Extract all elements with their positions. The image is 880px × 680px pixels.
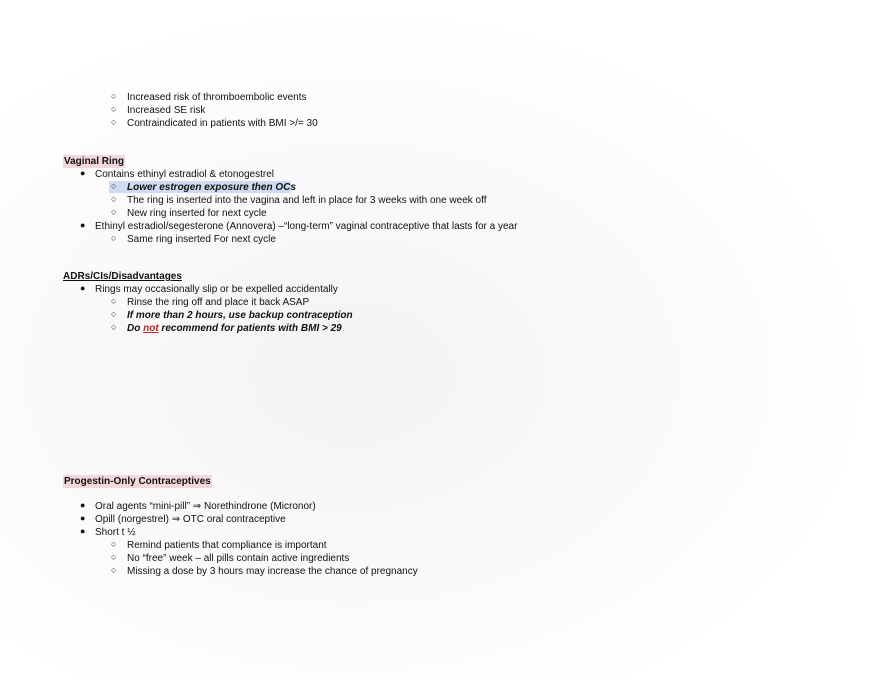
list-item: Contraindicated in patients with BMI >/= 30 <box>127 118 318 129</box>
list-item: Short t ½ <box>95 527 136 538</box>
list-item: Remind patients that compliance is important <box>127 540 327 551</box>
list-item-text: Do <box>127 323 144 334</box>
list-item: If more than 2 hours, use backup contraception <box>127 310 353 321</box>
hollow-bullet-icon: ○ <box>111 309 117 319</box>
hollow-bullet-icon: ○ <box>111 181 117 191</box>
list-item: No “free” week – all pills contain active ingredients <box>127 553 350 564</box>
hollow-bullet-icon: ○ <box>111 233 117 243</box>
list-item: Rings may occasionally slip or be expelled accidentally <box>95 284 338 295</box>
hollow-bullet-icon: ○ <box>111 104 117 114</box>
hollow-bullet-icon: ○ <box>111 565 117 575</box>
list-item: Opill (norgestrel) ⇒ OTC oral contraceptive <box>95 514 286 525</box>
list-item: Increased SE risk <box>127 105 206 116</box>
section-heading-vaginal-ring: Vaginal Ring <box>64 156 125 167</box>
emphasis-not: not <box>143 323 159 334</box>
hollow-bullet-icon: ○ <box>111 322 117 332</box>
hollow-bullet-icon: ○ <box>111 117 117 127</box>
list-item <box>127 322 342 335</box>
list-item: Increased risk of thromboembolic events <box>127 92 307 103</box>
hollow-bullet-icon: ○ <box>111 539 117 549</box>
hollow-bullet-icon: ○ <box>111 552 117 562</box>
section-heading-progestin: Progestin-Only Contraceptives <box>64 476 211 487</box>
bullet-icon: ● <box>80 513 86 523</box>
list-item: Rinse the ring off and place it back ASAP <box>127 297 310 308</box>
list-item-text: recommend for patients with BMI > 29 <box>158 323 342 334</box>
bullet-icon: ● <box>80 526 86 536</box>
list-item: Missing a dose by 3 hours may increase the chance of pregnancy <box>127 566 418 577</box>
hollow-bullet-icon: ○ <box>111 91 117 101</box>
section-heading-adrs: ADRs/CIs/Disadvantages <box>63 271 182 282</box>
list-item: New ring inserted for next cycle <box>127 208 267 219</box>
list-item: Same ring inserted For next cycle <box>127 234 276 245</box>
list-item: Oral agents “mini-pill” ⇒ Norethindrone (Micronor) <box>95 501 316 512</box>
list-item: Lower estrogen exposure then OCs <box>127 182 296 193</box>
bullet-icon: ● <box>80 283 86 293</box>
hollow-bullet-icon: ○ <box>111 194 117 204</box>
list-item: Contains ethinyl estradiol & etonogestrel <box>95 169 274 180</box>
bullet-icon: ● <box>80 168 86 178</box>
hollow-bullet-icon: ○ <box>111 296 117 306</box>
list-item: Ethinyl estradiol/segesterone (Annovera) –“long-term” vaginal contraceptive that lasts for a year <box>95 221 518 232</box>
bullet-icon: ● <box>80 500 86 510</box>
hollow-bullet-icon: ○ <box>111 207 117 217</box>
list-item: The ring is inserted into the vagina and left in place for 3 weeks with one week off <box>127 195 487 206</box>
bullet-icon: ● <box>80 220 86 230</box>
